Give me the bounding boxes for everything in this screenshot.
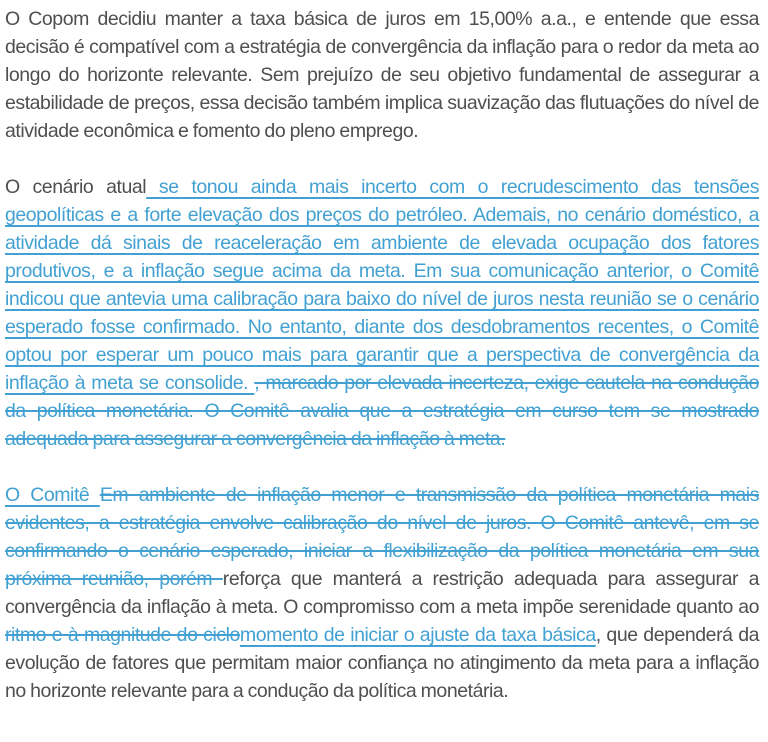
text-run-deletion: Em ambiente de inflação menor e transmissão da política monetária mais evidentes, a estratégia envolve calibração do nível de juros. O Comitê antevê, em se confirmando o cenário esperado, iniciar a flexibilização da política monetária em sua próxima reunião, porém <box>5 484 759 590</box>
text-run-normal: O cenário atual <box>5 176 147 198</box>
paragraph <box>5 5 759 145</box>
text-run-normal: O Copom decidiu manter a taxa básica de juros em 15,00% a.a., e entende que essa decisão é compatível com a estratégia de convergência da inflação para o redor da meta ao longo do horizonte relevante. Sem prejuízo de seu objetivo fundamental de assegurar a estabilidade de preços, essa decisão também implica suavização das flutuações do nível de atividade econômica e fomento do pleno emprego. <box>5 8 759 142</box>
text-run-insertion: se tonou ainda mais incerto com o recrudescimento das tensões geopolíticas e a forte elevação dos preços do petróleo. Ademais, no cenário doméstico, a atividade dá sinais de reaceleração em ambiente de elevada ocupação dos fatores produtivos, e a inflação segue acima da meta. Em sua comunicação anterior, o Comitê indicou que antevia uma calibração para baixo do nível de juros nesta reunião se o cenário esperado fosse confirmado. No entanto, diante dos desdobramentos recentes, o Comitê optou por esperar um pouco mais para garantir que a perspectiva de convergência da inflação à meta se consolide. <box>5 176 759 394</box>
text-run-insertion: momento de iniciar o ajuste da taxa básica <box>239 624 596 646</box>
paragraph <box>5 481 759 705</box>
text-run-normal: reforça que manterá a restrição adequada para assegurar a convergência da inflação à meta. O compromisso com a meta impõe serenidade quanto ao <box>5 568 759 618</box>
text-run-deletion: ritmo e à magnitude do ciclo <box>5 624 240 646</box>
document-body <box>5 5 759 705</box>
text-run-normal: , que dependerá da evolução de fatores que permitam maior confiança no atingimento da meta para a inflação no horizonte relevante para a condução da política monetária. <box>5 624 760 702</box>
text-run-deletion: , marcado por elevada incerteza, exige cautela na condução da política monetária. O Comitê avalia que a estratégia em curso tem se mostrado adequada para assegurar a convergência da inflação à meta. <box>5 372 759 450</box>
paragraph <box>5 173 759 453</box>
text-run-insertion: O Comitê <box>5 484 100 506</box>
